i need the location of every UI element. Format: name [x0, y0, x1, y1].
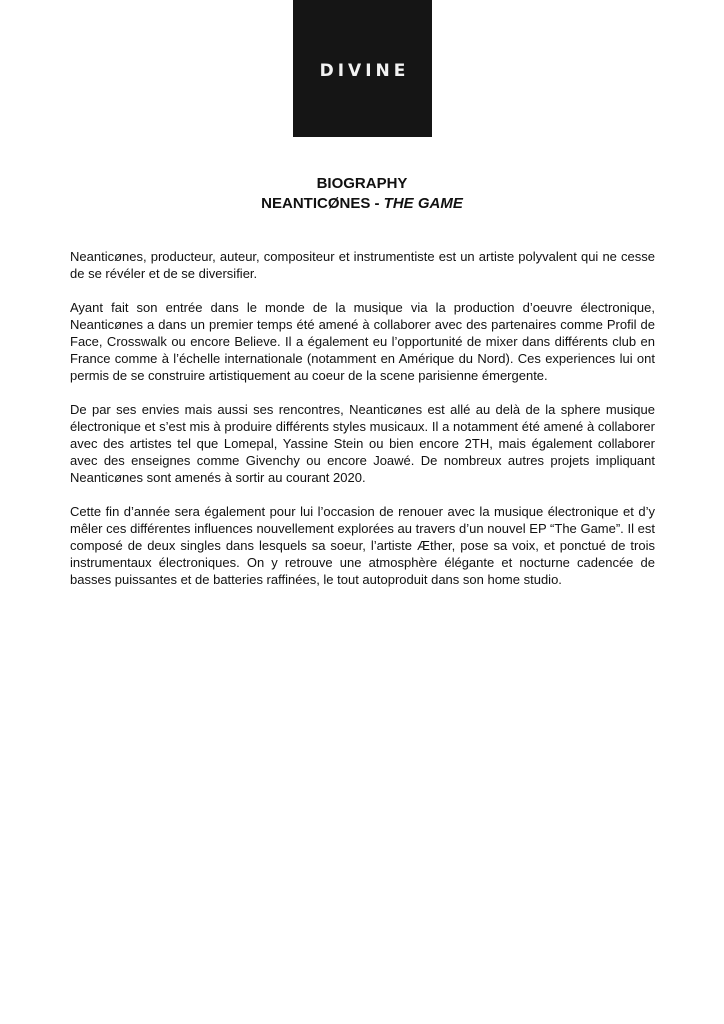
title-artist-release	[0, 194, 724, 214]
document-title	[0, 174, 724, 214]
logo-text: DIVINE	[319, 60, 410, 81]
paragraph-new-ep: Cette fin d’année sera également pour lui l’occasion de renouer avec la musique électronique et d’y mêler ces différentes influences nouvellement explorées au travers d’un nouvel EP “The Game”. Il est composé de deux singles dans lesquels sa soeur, l’artiste Æther, pose sa voix, et ponctué de trois instrumentaux électroniques. On y retrouve une atmosphère élégante et nocturne cadencée de basses puissantes et de batteries raffinées, le tout autoproduit dans son home studio.	[70, 503, 655, 587]
artist-name: NEANTICØNES -	[261, 195, 384, 212]
paragraph-collaborations: De par ses envies mais aussi ses rencontres, Neanticønes est allé au delà de la sphere musique électronique et s’est mis à produire différents styles musicaux. Il a notamment été amené à collaborer avec des artistes tel que Lomepal, Yassine Stein ou bien encore 2TH, mais également collaborer avec des enseignes comme Givenchy ou encore Joawé. De nombreux autres projets impliquant Neanticønes sont amenés à sortir au courant 2020.	[70, 401, 655, 486]
divine-logo	[293, 0, 432, 137]
release-title: THE GAME	[383, 195, 463, 212]
title-biography: BIOGRAPHY	[316, 175, 408, 192]
paragraph-career-start: Ayant fait son entrée dans le monde de la musique via la production d’oeuvre électronique, Neanticønes a dans un premier temps été amené à collaborer avec des partenaires comme Profil de Face, Crosswalk ou encore Believe. Il a également eu l’opportunité de mixer dans différents club en France comme à l’échelle internationale (notamment en Amérique du Nord). Ces experiences lui ont permis de se construire artistiquement au coeur de la scene parisienne émergente.	[70, 299, 655, 384]
paragraph-intro: Neanticønes, producteur, auteur, compositeur et instrumentiste est un artiste polyvalent qui ne cesse de se révéler et de se diversifier.	[70, 249, 655, 282]
biography-body	[70, 248, 655, 605]
